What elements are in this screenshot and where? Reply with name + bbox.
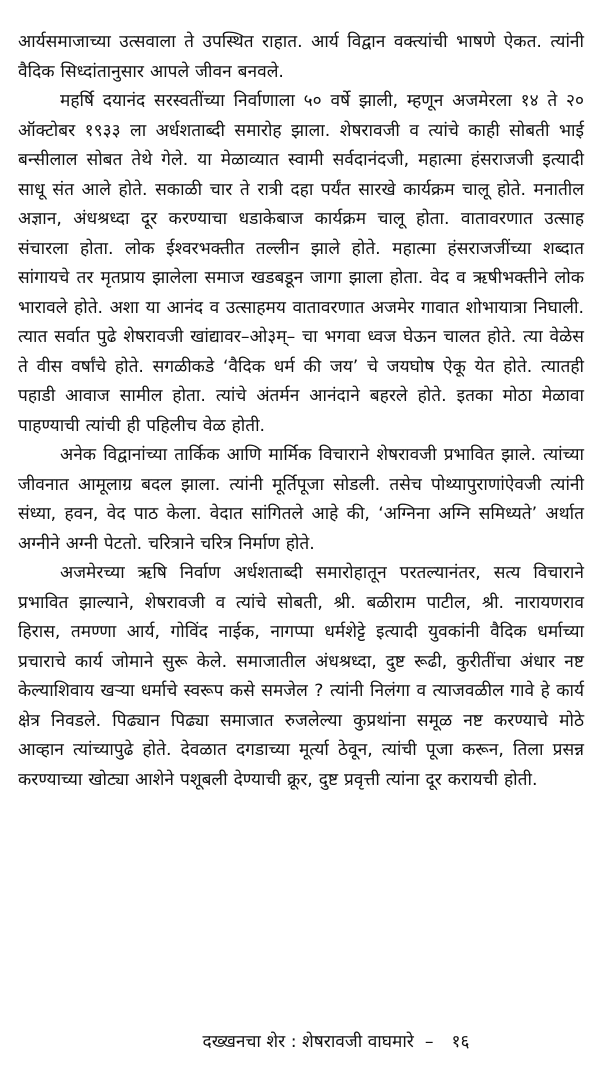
page-body bbox=[18, 28, 584, 795]
running-title: दख्खनचा शेर : शेषरावजी वाघमारे – bbox=[202, 1032, 434, 1052]
paragraph-3: अनेक विद्वानांच्या तार्किक आणि मार्मिक विचाराने शेषरावजी प्रभावित झाले. त्यांच्या जीवनात आमूलाग्र बदल झाला. त्यांनी मूर्तिपूजा सोडली. तसेच पोथ्यापुराणांऐवजी त्यांनी संध्या, हवन, वेद पाठ केला. वेदात सांगितले आहे की, ‘अग्निना अग्नि समिध्यते’ अर्थात अग्नीने अग्नी पेटतो. चरित्राने चरित्र निर्माण होते. bbox=[18, 445, 584, 554]
page-number: १६ bbox=[451, 1032, 470, 1052]
paragraph-4: अजमेरच्या ऋषि निर्वाण अर्धशताब्दी समारोहातून परतल्यानंतर, सत्य विचाराने प्रभावित झाल्याने, शेषरावजी व त्यांचे सोबती, श्री. बळीराम पाटील, श्री. नारायणराव हिरास, तमण्णा आर्य, गोविंद नाईक, नागप्पा धर्मशेट्टे इत्यादी युवकांनी वैदिक धर्माच्या प्रचाराचे कार्य जोमाने सुरू केले. समाजातील अंधश्रध्दा, दुष्ट रूढी, कुरीतींचा अंधार नष्ट केल्याशिवाय खऱ्या धर्माचे स्वरूप कसे समजेल ? त्यांनी निलंगा व त्याजवळील गावे हे कार्य क्षेत्र निवडले. पिढ्यान पिढ्या समाजात रुजलेल्या कुप्रथांना समूळ नष्ट करण्याचे मोठे आव्हान त्यांच्यापुढे होते. देवळात दगडाच्या मूर्त्या ठेवून, त्यांची पूजा करून, तिला प्रसन्न करण्याच्या खोट्या आशेने पशूबली देण्याची क्रूर, दुष्ट प्रवृत्ती त्यांना दूर करायची होती. bbox=[18, 563, 584, 790]
paragraph-2: महर्षि दयानंद सरस्वतींच्या निर्वाणाला ५० वर्षे झाली, म्हणून अजमेरला १४ ते २० ऑक्टोबर १९३३ ला अर्धशताब्दी समारोह झाला. शेषरावजी व त्यांचे काही सोबती भाई बन्सीलाल सोबत तेथे गेले. या मेळाव्यात स्वामी सर्वदानंदजी, महात्मा हंसराजजी इत्यादी साधू संत आले होते. सकाळी चार ते रात्री दहा पर्यंत सारखे कार्यक्रम चालू होते. मनातील अज्ञान, अंधश्रध्दा दूर करण्याचा धडाकेबाज कार्यक्रम चालू होता. वातावरणात उत्साह संचारला होता. लोक ईश्वरभक्तीत तल्लीन झाले होते. महात्मा हंसराजजींच्या शब्दात सांगायचे तर मृतप्राय झालेला समाज खडबडून जागा झाला होता. वेद व ऋषीभक्तीने लोक भारावले होते. अशा या आनंद व उत्साहमय वातावरणात अजमेर गावात शोभायात्रा निघाली. त्यात सर्वात पुढे शेषरावजी खांद्यावर–ओ३म्– चा भगवा ध्वज घेऊन चालत होते. त्या वेळेस ते वीस वर्षांचे होते. सगळीकडे ‘वैदिक धर्म की जय’ चे जयघोष ऐकू येत होते. त्यातही पहाडी आवाज सामील होता. त्यांचे अंतर्मन आनंदाने बहरले होते. इतका मोठा मेळावा पाहण्याची त्यांची ही पहिलीच वेळ होती. bbox=[18, 91, 584, 436]
paragraph-1: आर्यसमाजाच्या उत्सवाला ते उपस्थित राहात. आर्य विद्वान वक्त्यांची भाषणे ऐकत. त्यांनी वैदिक सिध्दांतानुसार आपले जीवन बनवले. bbox=[18, 32, 584, 82]
page-footer bbox=[0, 1030, 600, 1054]
